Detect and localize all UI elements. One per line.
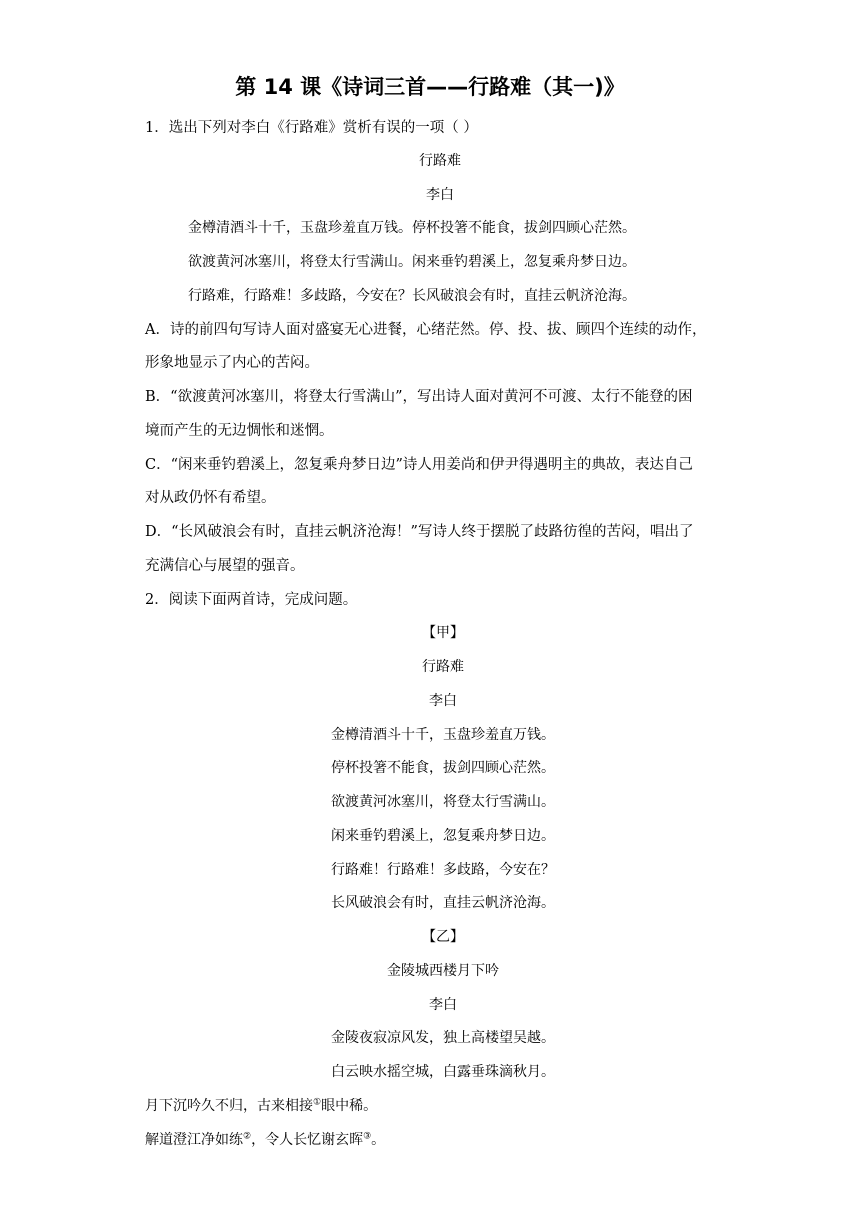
poem-jia-line: 闲来垂钓碧溪上，忽复乘舟梦日边。 (331, 828, 555, 844)
poem-yi-tail-text: ，令人长忆谢玄晖 (251, 1132, 364, 1148)
option-b-line-2: 境而产生的无边惆怅和迷惘。 (145, 423, 334, 439)
poem-jia-title: 行路难 (422, 659, 464, 675)
poem-yi-line: 白云映水摇空城，白露垂珠滴秋月。 (331, 1064, 555, 1080)
q1-poem-line: 欲渡黄河冰塞川，将登太行雪满山。闲来垂钓碧溪上，忽复乘舟梦日边。 (188, 254, 636, 270)
poem-jia-line: 长风破浪会有时，直挂云帆济沧海。 (331, 895, 555, 911)
poem-yi-tail-text: 月下沉吟久不归，古来相接 (145, 1098, 313, 1114)
poem-jia-line: 金樽清酒斗十千，玉盘珍羞直万钱。 (331, 727, 555, 743)
poem-yi-label: 【乙】 (422, 929, 464, 945)
option-d-line-2: 充满信心与展望的强音。 (145, 558, 305, 574)
option-b-line-1: B．“欲渡黄河冰塞川，将登太行雪满山”，写出诗人面对黄河不可渡、太行不能登的困 (145, 389, 693, 405)
question-2-stem: 2．阅读下面两首诗，完成问题。 (145, 592, 358, 608)
option-c-line-2: 对从政仍怀有希望。 (145, 490, 276, 506)
poem-jia-line: 行路难！行路难！多歧路，今安在？ (331, 862, 555, 878)
footnote-marker-2: ② (243, 1131, 252, 1142)
poem-yi-title: 金陵城西楼月下吟 (387, 963, 499, 979)
question-1-stem: 1．选出下列对李白《行路难》赏析有误的一项（ ） (145, 120, 478, 136)
poem-jia-author: 李白 (429, 693, 457, 709)
q1-poem-line: 金樽清酒斗十千，玉盘珍羞直万钱。停杯投箸不能食，拔剑四顾心茫然。 (188, 220, 636, 236)
poem-yi-author: 李白 (429, 997, 457, 1013)
poem-jia-line: 停杯投箸不能食，拔剑四顾心茫然。 (331, 760, 555, 776)
lesson-title: 第 14 课《诗词三首——行路难（其一)》 (235, 75, 625, 99)
option-d-line-1: D．“长风破浪会有时，直挂云帆济沧海！”写诗人终于摆脱了歧路彷徨的苦闷，唱出了 (145, 524, 694, 540)
poem-yi-tail-text: 。 (371, 1132, 386, 1148)
footnote-marker-1: ① (313, 1097, 322, 1108)
q1-poem-author: 李白 (426, 187, 454, 203)
poem-yi-tail-line-2 (145, 1128, 385, 1152)
poem-yi-tail-text: 眼中稀。 (321, 1098, 378, 1114)
poem-yi-tail-text: 解道澄江净如练 (145, 1132, 243, 1148)
poem-yi-tail-line-1 (145, 1094, 377, 1118)
q1-poem-title: 行路难 (419, 153, 461, 169)
poem-jia-label: 【甲】 (422, 625, 464, 641)
option-a-line-2: 形象地显示了内心的苦闷。 (145, 355, 319, 371)
option-c-line-1: C．“闲来垂钓碧溪上，忽复乘舟梦日边”诗人用姜尚和伊尹得遇明主的典故，表达自己 (145, 457, 693, 473)
option-a-line-1: A．诗的前四句写诗人面对盛宴无心进餐，心绪茫然。停、投、拔、顾四个连续的动作， (145, 322, 707, 338)
q1-poem-line: 行路难，行路难！多歧路，今安在？长风破浪会有时，直挂云帆济沧海。 (188, 288, 636, 304)
poem-yi-line: 金陵夜寂凉风发，独上高楼望吴越。 (331, 1030, 555, 1046)
footnote-marker-3: ③ (363, 1131, 372, 1142)
poem-jia-line: 欲渡黄河冰塞川，将登太行雪满山。 (331, 794, 555, 810)
